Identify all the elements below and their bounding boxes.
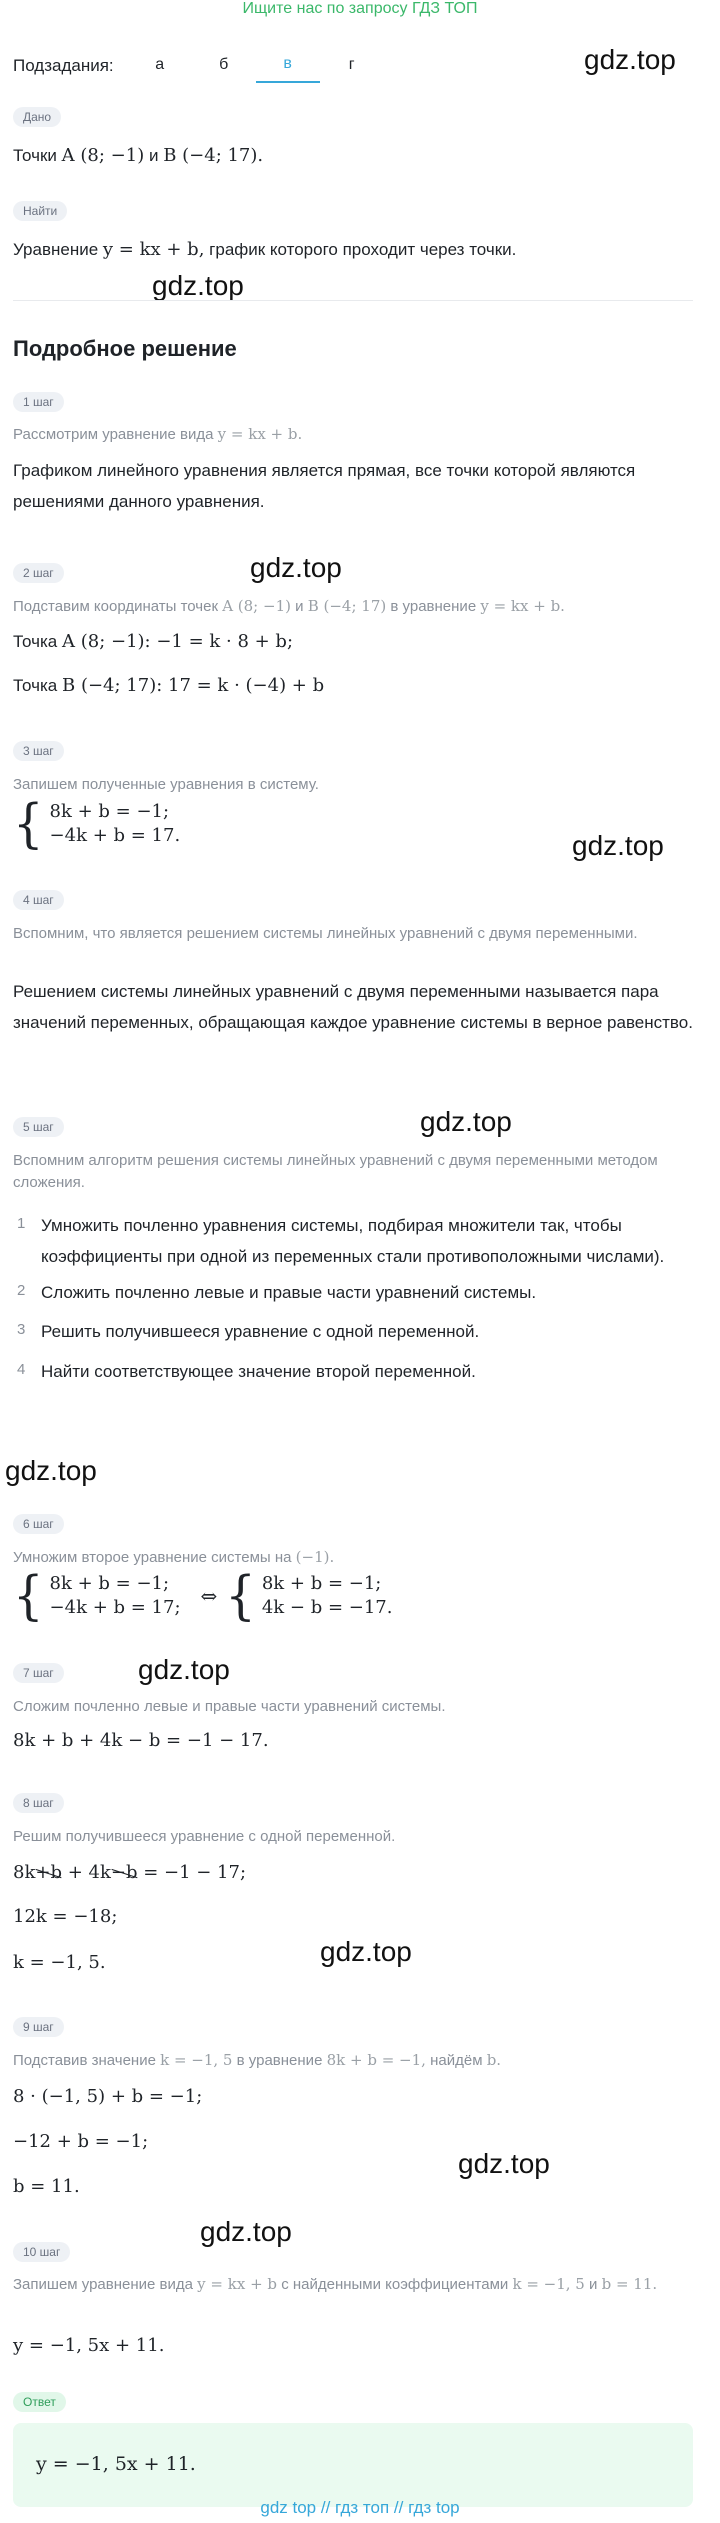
step-2-line-1 xyxy=(13,626,293,658)
step-1-muted-eq: y = kx + b. xyxy=(217,425,303,443)
subtask-tab-b[interactable]: б xyxy=(219,56,229,73)
step-2-muted-text: Подставим координаты точек xyxy=(13,598,219,615)
step-9-muted-b: b. xyxy=(486,2051,502,2069)
step-8-eq-1-part: 8k xyxy=(13,1862,36,1883)
step-9-eq-1: 8 · (−1, 5) + b = −1; xyxy=(13,2086,203,2107)
step-8-eq-1-part: = −1 − 17; xyxy=(137,1862,247,1883)
watermark: gdz.top xyxy=(5,1455,97,1486)
step-2-line-1-prefix: Точка xyxy=(13,632,58,651)
step-1-chip: 1 шаг xyxy=(13,392,64,412)
list-item xyxy=(13,1277,673,1308)
step-10-muted-b: b = 11. xyxy=(601,2275,658,2293)
step-10-muted-text: Запишем уравнение вида xyxy=(13,2276,193,2293)
section-divider xyxy=(13,300,693,301)
list-item-number: 3 xyxy=(17,1321,26,1339)
step-9-eq-2: −12 + b = −1; xyxy=(13,2131,149,2152)
step-4-chip: 4 шаг xyxy=(13,890,64,910)
step-9-eq-3: b = 11. xyxy=(13,2176,80,2197)
find-chip: Найти xyxy=(13,201,67,221)
step-8-muted: Решим получившееся уравнение с одной переменной. xyxy=(13,1828,396,1845)
step-1-muted-text: Рассмотрим уравнение вида xyxy=(13,426,214,443)
step-9-muted-text-2: в уравнение xyxy=(236,2052,323,2069)
step-6-chip: 6 шаг xyxy=(13,1514,64,1534)
step-3-eq-2: −4k + b = 17. xyxy=(49,825,181,847)
step-8-chip: 8 шаг xyxy=(13,1793,64,1813)
list-item-number: 1 xyxy=(17,1215,26,1232)
watermark: gdz.top xyxy=(420,1106,512,1137)
step-5-list xyxy=(13,1210,673,1387)
list-item-text: Найти соответствующее значение второй переменной. xyxy=(41,1361,476,1381)
step-8-eq-3: k = −1, 5. xyxy=(13,1952,106,1973)
watermark: gdz.top xyxy=(200,2216,292,2247)
crossed-term: +b xyxy=(35,1862,62,1883)
footer-link-gdz-top[interactable]: gdz top xyxy=(260,2498,317,2517)
step-9-muted-text-3: найдём xyxy=(430,2052,483,2069)
search-hint-link[interactable]: Ищите нас по запросу ГДЗ ТОП xyxy=(242,0,478,17)
step-7-muted: Сложим почленно левые и правые части уравнений системы. xyxy=(13,1698,446,1715)
find-suffix: график которого проходит через точки. xyxy=(209,240,517,259)
step-4-text: Решением системы линейных уравнений с двумя переменными называется пара значений переменных, обращающая каждое уравнение системы в верное равенство. xyxy=(13,982,693,1032)
step-10-muted-text-2: с найденными коэффициентами xyxy=(281,2276,509,2293)
list-item xyxy=(13,1316,673,1347)
list-item xyxy=(13,1356,673,1387)
step-2-muted-point-b: B (−4; 17) xyxy=(307,597,387,615)
find-prefix: Уравнение xyxy=(13,240,99,259)
subtask-tab-v[interactable]: в xyxy=(256,49,320,83)
answer-eq: y = −1, 5x + 11. xyxy=(36,2453,196,2475)
step-3-muted: Запишем полученные уравнения в систему. xyxy=(13,776,319,793)
footer-link-gdz-top-mixed[interactable]: гдз top xyxy=(408,2498,460,2517)
step-6-left-eq-1: 8k + b = −1; xyxy=(49,1573,170,1594)
subtask-tab-a[interactable]: а xyxy=(155,56,165,73)
step-3-system xyxy=(13,793,181,856)
list-item xyxy=(13,1210,673,1273)
step-2-muted-and: и xyxy=(295,598,304,615)
step-9-muted-text: Подставив значение xyxy=(13,2052,156,2069)
step-2-muted-point-a: A (8; −1) xyxy=(222,597,291,615)
step-6-left-eq-2: −4k + b = 17; xyxy=(49,1597,181,1619)
step-9-chip: 9 шаг xyxy=(13,2017,64,2037)
step-2-line-2 xyxy=(13,670,324,702)
watermark: gdz.top xyxy=(584,44,676,75)
step-3-eq-1: 8k + b = −1; xyxy=(49,801,170,822)
step-7-eq: 8k + b + 4k − b = −1 − 17. xyxy=(13,1730,269,1751)
step-6-muted-eq: (−1). xyxy=(295,1548,335,1566)
find-text xyxy=(13,234,516,266)
step-4-muted: Вспомним, что является решением системы линейных уравнений с двумя переменными. xyxy=(13,925,638,942)
step-2-chip: 2 шаг xyxy=(13,563,64,583)
list-item-text: Умножить почленно уравнения системы, подбирая множители так, чтобы коэффициенты при одной из переменных стали противоположными числами). xyxy=(41,1216,665,1267)
subtasks-label: Подзадания: xyxy=(13,56,114,75)
given-prefix: Точки xyxy=(13,146,57,165)
step-10-muted xyxy=(13,2274,693,2296)
brace-icon: { xyxy=(13,1565,44,1628)
step-7-chip: 7 шаг xyxy=(13,1663,64,1683)
list-item-text: Сложить почленно левые и правые части уравнений системы. xyxy=(41,1282,537,1302)
given-chip: Дано xyxy=(13,107,61,127)
step-6-muted-text: Умножим второе уравнение системы на xyxy=(13,1549,292,1566)
find-equation: y = kx + b, xyxy=(102,239,205,260)
step-2-muted-eq: y = kx + b. xyxy=(480,597,565,615)
equivalence-icon: ⇔ xyxy=(200,1584,218,1609)
step-5-muted: Вспомним алгоритм решения системы линейных уравнений с двумя переменными методом сложения. xyxy=(13,1152,658,1191)
step-3-chip: 3 шаг xyxy=(13,741,64,761)
step-10-muted-eq: y = kx + b xyxy=(197,2275,278,2293)
step-6-right-eq-2: 4k − b = −17. xyxy=(261,1597,393,1619)
watermark: gdz.top xyxy=(458,2148,550,2179)
step-10-muted-and: и xyxy=(589,2276,598,2293)
watermark: gdz.top xyxy=(320,1936,412,1967)
subtasks-bar xyxy=(13,49,384,83)
list-item-number: 2 xyxy=(17,1281,26,1299)
watermark: gdz.top xyxy=(250,552,342,583)
step-2-line-2-math: B (−4; 17): 17 = k · (−4) + b xyxy=(62,675,325,696)
watermark: gdz.top xyxy=(152,270,244,301)
watermark: gdz.top xyxy=(138,1654,230,1685)
point-a: A (8; −1) xyxy=(61,145,145,166)
list-item-number: 4 xyxy=(17,1360,26,1378)
footer-link-gdz-top-ru[interactable]: гдз топ xyxy=(335,2498,390,2517)
footer-separator: // xyxy=(316,2498,336,2517)
step-5-chip: 5 шаг xyxy=(13,1117,64,1137)
step-8-eq-1 xyxy=(13,1862,246,1883)
step-6-muted xyxy=(13,1547,334,1569)
step-10-muted-k: k = −1, 5 xyxy=(512,2275,585,2293)
footer-links xyxy=(0,2498,720,2518)
step-2-line-2-prefix: Точка xyxy=(13,676,58,695)
step-6-system xyxy=(13,1565,393,1628)
step-8-eq-1-part: + 4k xyxy=(61,1862,111,1883)
step-1-muted xyxy=(13,424,302,446)
point-b: B (−4; 17). xyxy=(163,145,264,166)
step-8-eq-2: 12k = −18; xyxy=(13,1906,118,1927)
given-and: и xyxy=(148,146,159,165)
step-9-muted xyxy=(13,2050,501,2072)
footer-separator: // xyxy=(389,2498,409,2517)
step-2-muted xyxy=(13,596,565,618)
step-6-right-eq-1: 8k + b = −1; xyxy=(261,1573,382,1594)
step-1-text: Графиком линейного уравнения является прямая, все точки которой являются решениями данного уравнения. xyxy=(13,461,636,511)
step-2-line-1-math: A (8; −1): −1 = k · 8 + b; xyxy=(62,631,294,652)
solution-title: Подробное решение xyxy=(13,336,237,361)
step-9-muted-k: k = −1, 5 xyxy=(160,2051,233,2069)
crossed-term: −b xyxy=(110,1862,138,1883)
step-10-chip: 10 шаг xyxy=(13,2242,70,2262)
step-2-muted-text-2: в уравнение xyxy=(390,598,477,615)
step-10-eq: y = −1, 5x + 11. xyxy=(13,2335,165,2356)
brace-icon: { xyxy=(13,793,44,856)
subtask-tab-g[interactable]: г xyxy=(348,56,355,73)
answer-chip: Ответ xyxy=(13,2392,66,2412)
step-9-muted-eq: 8k + b = −1, xyxy=(326,2051,426,2069)
list-item-text: Решить получившееся уравнение с одной переменной. xyxy=(41,1322,480,1342)
watermark: gdz.top xyxy=(572,830,664,861)
given-text xyxy=(13,140,263,172)
brace-icon: { xyxy=(225,1565,256,1628)
